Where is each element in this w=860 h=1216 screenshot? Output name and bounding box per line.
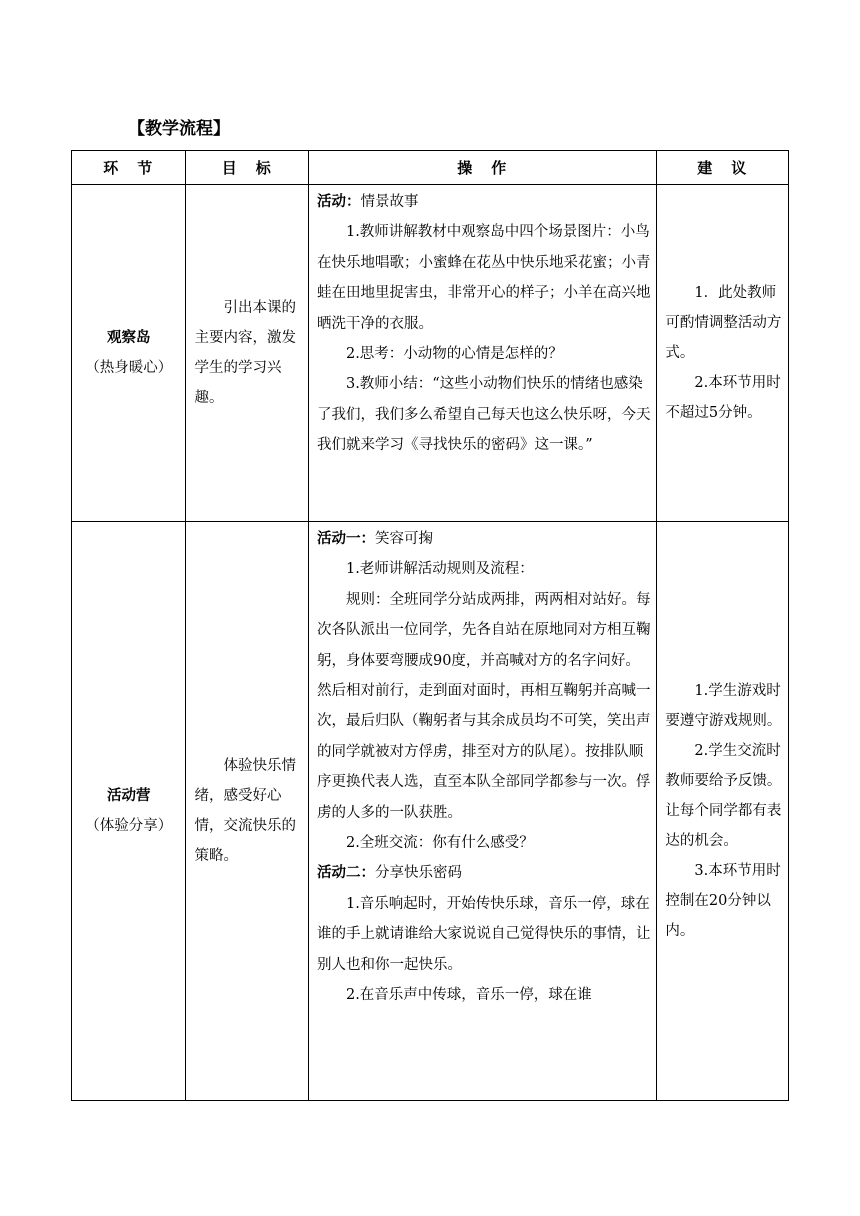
operation-paragraph: 3.教师小结：“这些小动物们快乐的情绪也感染了我们，我们多么希望自己每天也这么快乐呀，今天我们就来学习《寻找快乐的密码》这一课。” (316, 376, 651, 454)
stage-name: 活动营 (106, 788, 151, 804)
table-row (72, 522, 789, 1101)
stage-cell (72, 522, 186, 1101)
stage-subtitle: （热身暖心） (85, 360, 173, 376)
activity-heading (317, 524, 651, 554)
operation-paragraph: 2.全班交流：你有什么感受？ (345, 835, 534, 852)
stage-cell (72, 185, 186, 522)
operation-paragraph: 1.教师讲解教材中观察岛中四个场景图片：小鸟在快乐地唱歌；小蜜蜂在花丛中快乐地采花蜜；小青蛙在田地里捉害虫，非常开心的样子；小羊在高兴地晒洗干净的衣服。 (316, 224, 651, 332)
goal-text: 体验快乐情绪，感受好心情，交流快乐的策略。 (194, 758, 296, 864)
activity-title: 分享快乐密码 (374, 865, 462, 882)
operation-paragraph: 2.在音乐声中传球，音乐一停，球在谁 (345, 987, 592, 1004)
header-suggestion: 建 议 (657, 151, 789, 185)
header-operation: 操 作 (308, 151, 656, 185)
suggestion-item: 2.学生交流时教师要给予反馈。让每个同学都有表达的机会。 (665, 743, 782, 849)
activity-label: 活动： (316, 194, 361, 210)
header-stage: 环 节 (72, 151, 186, 185)
suggestion-item: 3.本环节用时控制在20分钟以内。 (665, 863, 781, 939)
goal-text: 引出本课的主要内容，激发学生的学习兴趣。 (194, 300, 296, 406)
operation-paragraph: 1.老师讲解活动规则及流程： (345, 561, 534, 578)
activity-heading (317, 187, 651, 217)
header-goal: 目 标 (186, 151, 309, 185)
goal-cell (186, 522, 309, 1101)
suggestion-cell (657, 522, 789, 1101)
activity-title: 情景故事 (360, 194, 419, 210)
activity-heading (317, 858, 651, 888)
suggestion-item: 1．此处教师可酌情调整活动方式。 (665, 285, 782, 361)
suggestion-item: 2.本环节用时不超过5分钟。 (665, 375, 781, 421)
operation-paragraph: 2.思考：小动物的心情是怎样的？ (345, 346, 563, 363)
goal-cell (186, 185, 309, 522)
operation-cell (308, 522, 656, 1101)
operation-paragraph: 1.音乐响起时，开始传快乐球，音乐一停，球在谁的手上就请谁给大家说说自己觉得快乐的事情，让别人也和你一起快乐。 (316, 895, 651, 973)
operation-cell (308, 185, 656, 522)
table-row (72, 185, 789, 522)
section-title: 【教学流程】 (128, 119, 230, 139)
suggestion-item: 1.学生游戏时要遵守游戏规则。 (665, 683, 782, 729)
operation-paragraph: 规则：全班同学分站成两排，两两相对站好。每次各队派出一位同学，先各自站在原地同对方相互鞠躬，身体要弯腰成90度，并高喊对方的名字问好。然后相对前行，走到面对面时，再相互鞠躬并高喊一次，最后归队（鞠躬者与其余成员均不可笑，笑出声的同学就被对方俘虏，排至对方的队尾）。按排队顺序更换代表人选，直至本队全部同学都参与一次。俘虏的人多的一队获胜。 (316, 591, 651, 821)
activity-label: 活动二： (316, 865, 375, 882)
activity-title: 笑容可掬 (374, 531, 433, 547)
suggestion-cell (657, 185, 789, 522)
stage-name: 观察岛 (106, 330, 151, 346)
activity-label: 活动一： (316, 531, 375, 547)
teaching-flow-table (71, 150, 789, 1101)
table-header-row (72, 151, 789, 185)
stage-subtitle: （体验分享） (85, 818, 173, 834)
